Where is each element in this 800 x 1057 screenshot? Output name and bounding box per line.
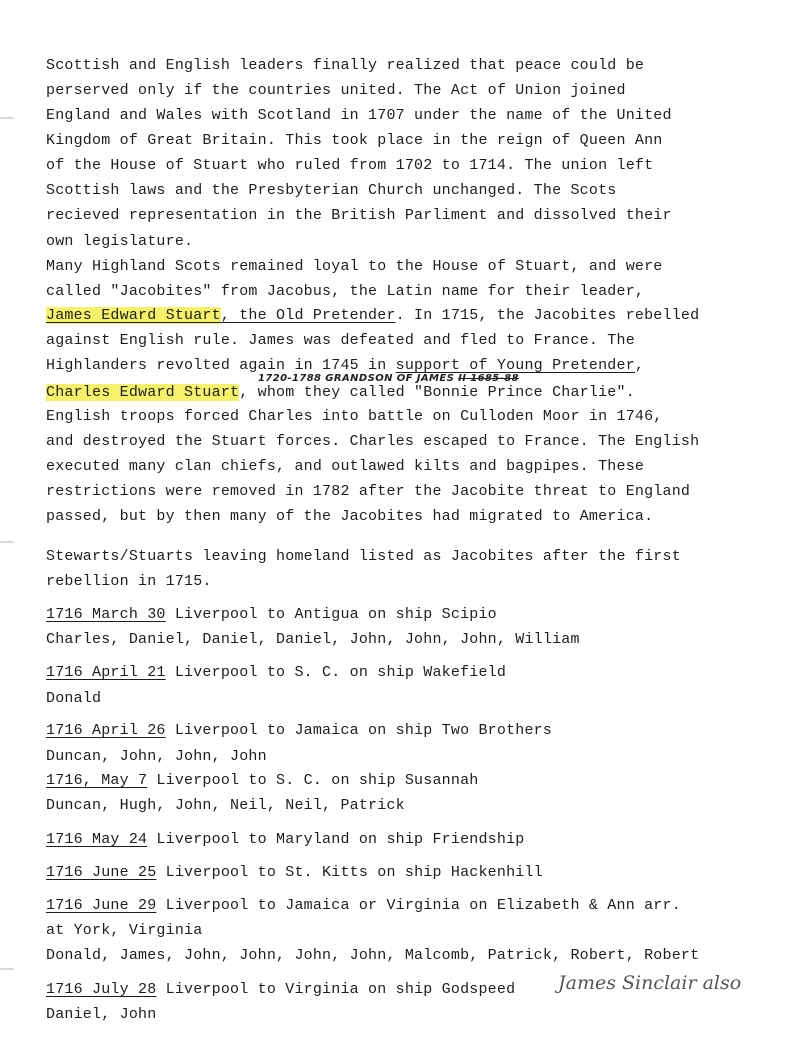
highlighted-name-charles: Charles Edward Stuart	[46, 384, 240, 401]
voyage-date: 1716 July 28	[46, 981, 157, 998]
voyage-route: Liverpool to St. Kitts on ship Hackenhill	[156, 864, 543, 881]
voyage-route: Liverpool to Jamaica or Virginia on Elizabeth & Ann arr.	[156, 897, 681, 914]
paragraph-1-line: England and Wales with Scotland in 1707 under the name of the United	[46, 107, 672, 124]
paragraph-2-line	[46, 306, 699, 326]
voyage-route: Liverpool to Jamaica on ship Two Brothers	[165, 722, 553, 739]
paragraph-1-line: own legislature.	[46, 233, 194, 250]
handnote-struck-text: II 1685-88	[458, 373, 519, 384]
line-text: Highlanders revolted again in 1745 in	[46, 357, 396, 374]
voyage-date: 1716, May 7	[46, 772, 148, 789]
voyage-route: Liverpool to Antigua on ship Scipio	[165, 606, 497, 623]
paragraph-2-line: Many Highland Scots remained loyal to the House of Stuart, and were	[46, 258, 663, 275]
voyage-date: 1716 June 25	[46, 864, 157, 881]
list-intro-line: rebellion in 1715.	[46, 573, 212, 590]
voyage-date: 1716 May 24	[46, 831, 148, 848]
highlighted-name-james: James Edward Stuart	[46, 307, 221, 324]
paragraph-2-line: passed, but by then many of the Jacobites had migrated to America.	[46, 508, 654, 525]
voyage-route: Liverpool to Virginia on ship Godspeed	[156, 981, 516, 998]
voyage-route-continued: at York, Virginia	[46, 922, 203, 939]
voyage-entry	[46, 980, 515, 1000]
voyage-entry	[46, 896, 681, 916]
paragraph-2-line: restrictions were removed in 1782 after the Jacobite threat to England	[46, 483, 691, 500]
voyage-date: 1716 April 26	[46, 722, 166, 739]
passenger-names: Duncan, John, John, John	[46, 748, 267, 765]
handwritten-signature: James Sinclair also	[558, 972, 742, 994]
handnote-text: 1720-1788 GRANDSON OF JAMES	[258, 373, 459, 384]
paragraph-2-line: and destroyed the Stuart forces. Charles escaped to France. The English	[46, 433, 700, 450]
line-text: , whom they called "Bonnie Prince Charlie".	[239, 384, 635, 401]
passenger-names: Daniel, John	[46, 1006, 157, 1023]
line-text: . In 1715, the Jacobites rebelled	[395, 307, 700, 324]
underlined-phrase: support of Young Pretender	[395, 357, 635, 374]
paragraph-1-line: of the House of Stuart who ruled from 1702 to 1714. The union left	[46, 157, 654, 174]
line-text: ,	[634, 357, 645, 374]
voyage-entry	[46, 663, 506, 683]
passenger-names: Charles, Daniel, Daniel, Daniel, John, John, John, William	[46, 631, 580, 648]
scan-edge-mark	[0, 968, 14, 970]
paragraph-2-line: English troops forced Charles into battle on Culloden Moor in 1746,	[46, 408, 663, 425]
paragraph-1-line: Scottish and English leaders finally realized that peace could be	[46, 57, 645, 74]
underlined-title: , the Old Pretender	[220, 307, 396, 324]
voyage-entry	[46, 830, 524, 850]
passenger-names: Donald	[46, 690, 102, 707]
paragraph-1-line: Kingdom of Great Britain. This took place in the reign of Queen Ann	[46, 132, 663, 149]
voyage-route: Liverpool to S. C. on ship Wakefield	[165, 664, 507, 681]
paragraph-2-line	[46, 383, 635, 403]
list-intro-line: Stewarts/Stuarts leaving homeland listed as Jacobites after the first	[46, 548, 681, 565]
scan-edge-mark	[0, 541, 14, 543]
voyage-entry	[46, 863, 543, 883]
paragraph-1-line: perserved only if the countries united. The Act of Union joined	[46, 82, 626, 99]
voyage-entry	[46, 721, 552, 741]
paragraph-2-line: executed many clan chiefs, and outlawed kilts and bagpipes. These	[46, 458, 645, 475]
paragraph-2-line: against English rule. James was defeated and fled to France. The	[46, 332, 635, 349]
voyage-date: 1716 March 30	[46, 606, 166, 623]
paragraph-1-line: recieved representation in the British Parliment and dissolved their	[46, 207, 672, 224]
voyage-entry	[46, 605, 497, 625]
voyage-route: Liverpool to Maryland on ship Friendship	[147, 831, 525, 848]
voyage-route: Liverpool to S. C. on ship Susannah	[147, 772, 479, 789]
paragraph-1-line: Scottish laws and the Presbyterian Church unchanged. The Scots	[46, 182, 617, 199]
voyage-entry	[46, 771, 478, 791]
scan-edge-mark	[0, 117, 14, 119]
paragraph-2-line: called "Jacobites" from Jacobus, the Latin name for their leader,	[46, 283, 645, 300]
passenger-names: Donald, James, John, John, John, John, Malcomb, Patrick, Robert, Robert	[46, 947, 700, 964]
voyage-date: 1716 April 21	[46, 664, 166, 681]
voyage-date: 1716 June 29	[46, 897, 157, 914]
passenger-names: Duncan, Hugh, John, Neil, Neil, Patrick	[46, 797, 405, 814]
